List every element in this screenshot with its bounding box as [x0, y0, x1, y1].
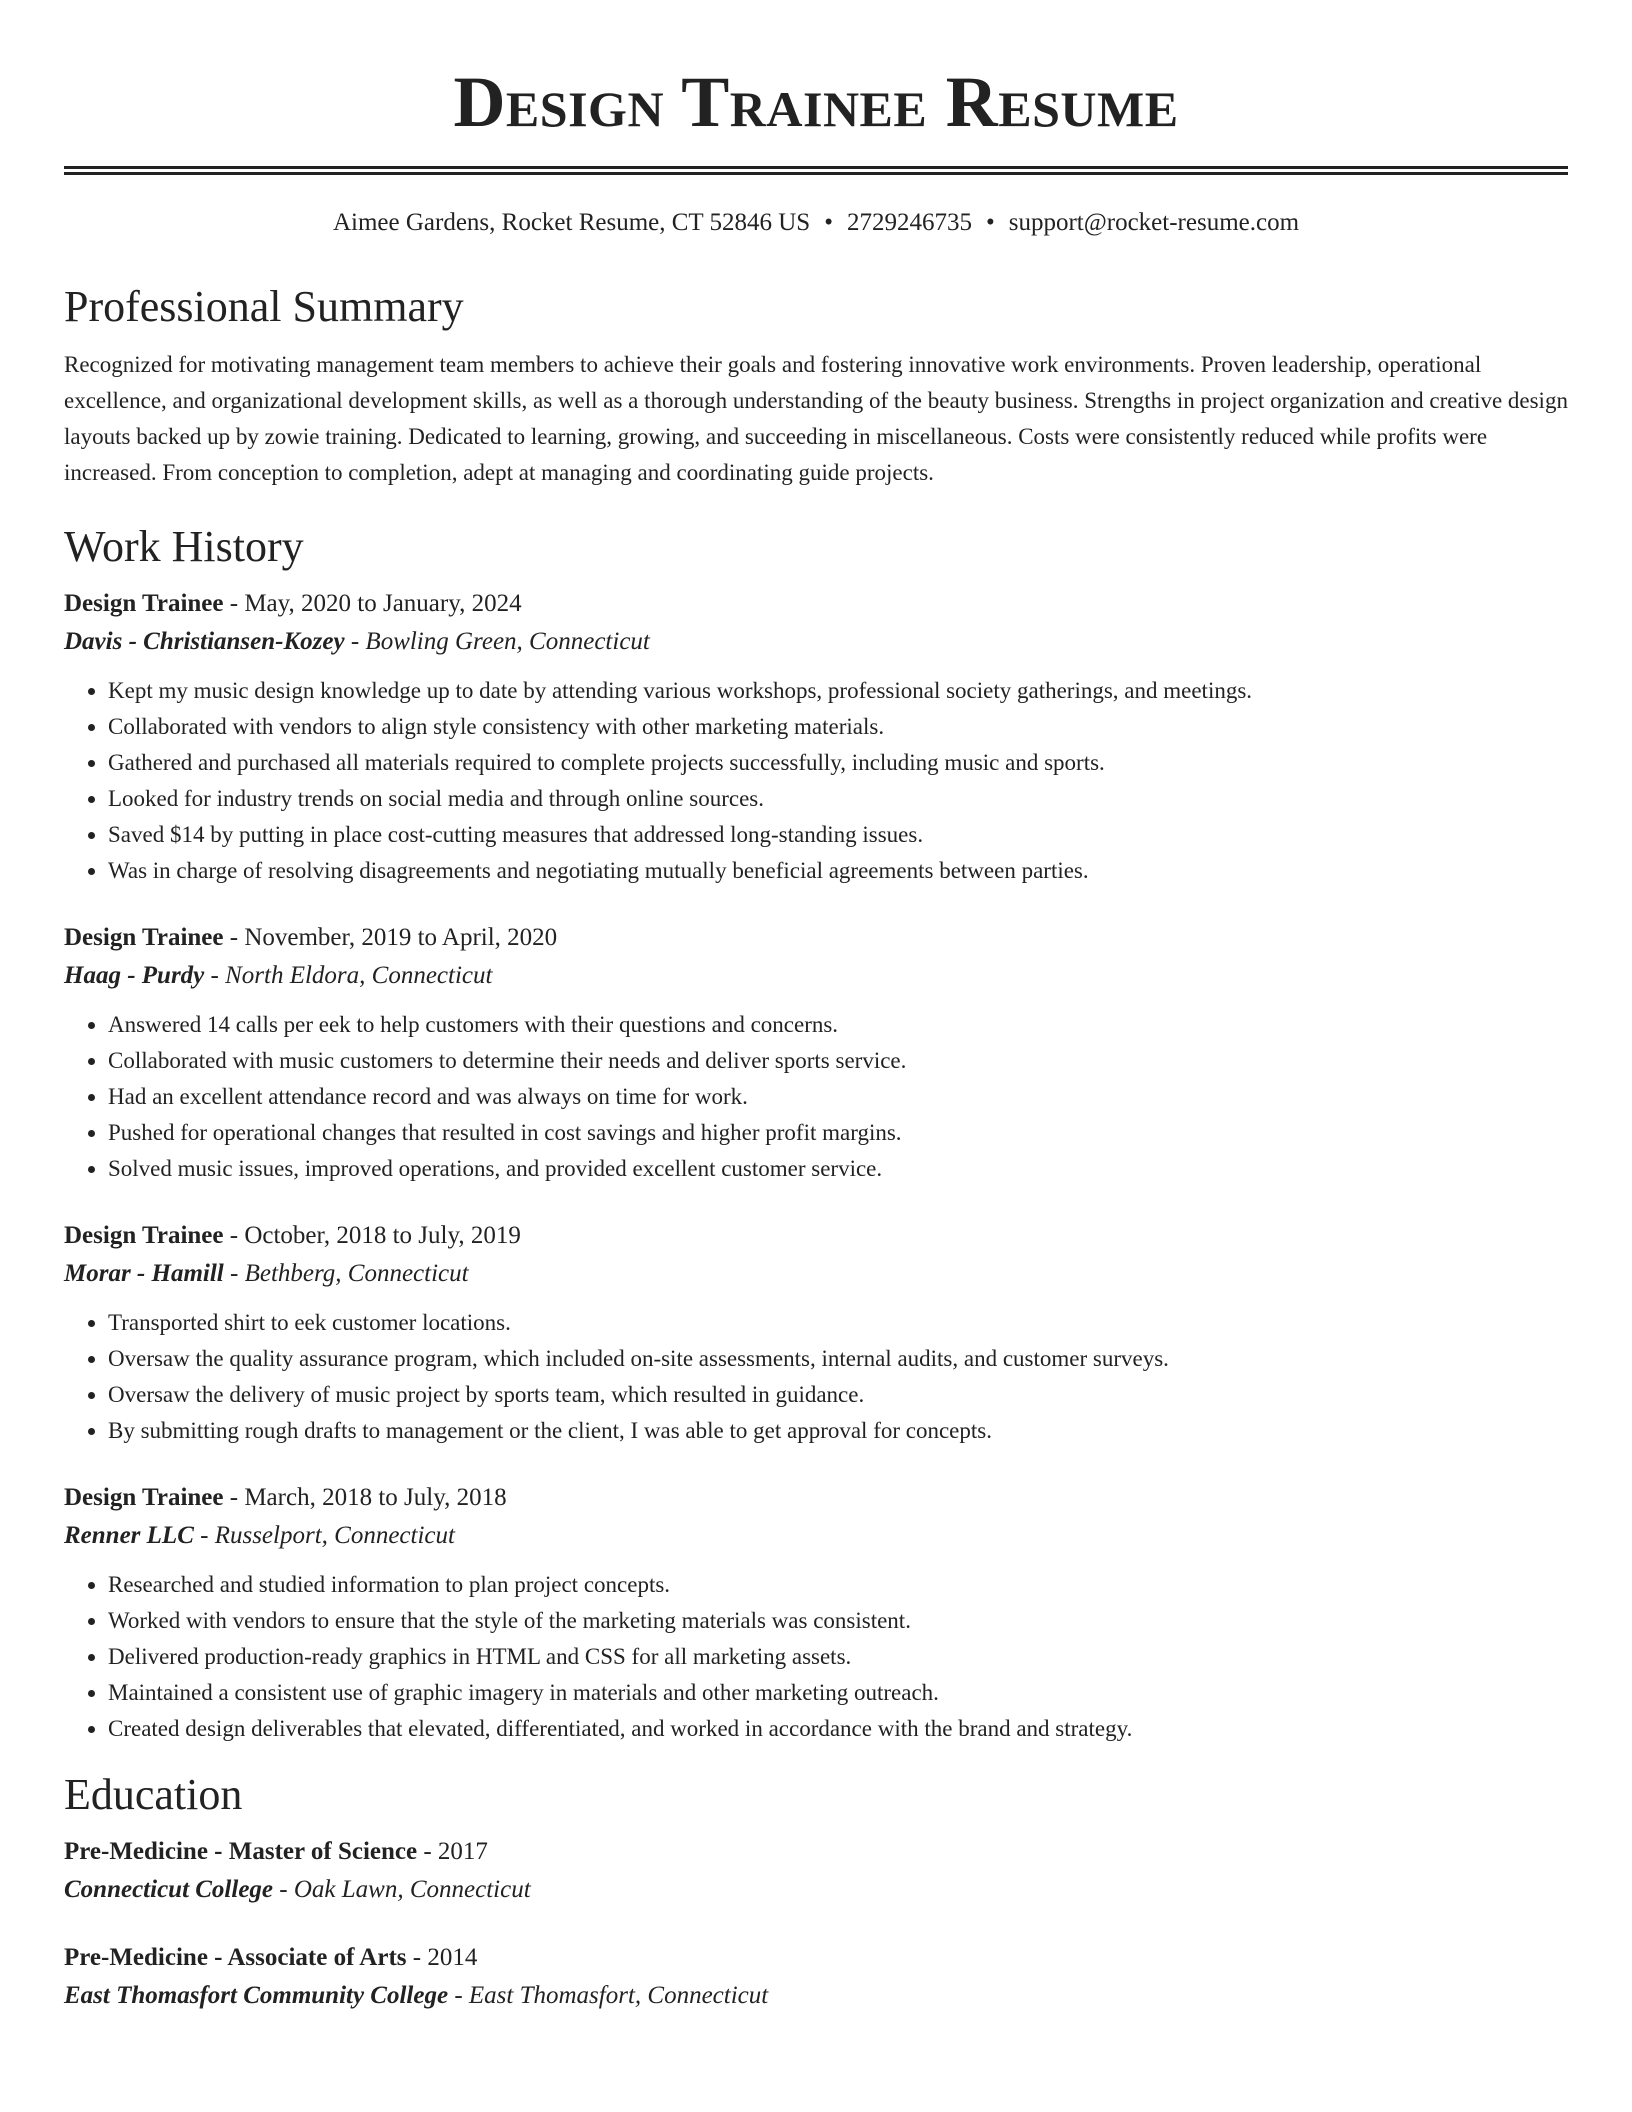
- school-name: Connecticut College: [64, 1876, 274, 1903]
- bullet-item: • Pushed for operational changes that resulted in cost savings and higher profit margins.: [108, 1115, 1568, 1151]
- bullet-item: • Oversaw the delivery of music project by sports team, which resulted in guidance.: [108, 1377, 1568, 1413]
- bullet-item: • Had an excellent attendance record and was always on time for work.: [108, 1079, 1568, 1115]
- school-name: East Thomasfort Community College: [64, 1982, 449, 2009]
- bullet-item: • Transported shirt to eek customer locations.: [108, 1305, 1568, 1341]
- company-name: Davis - Christiansen-Kozey: [64, 628, 345, 655]
- job-entry: [64, 1479, 1568, 1747]
- job-entry: [64, 1217, 1568, 1449]
- work-history-heading: Work History: [64, 522, 304, 571]
- degree-name: Pre-Medicine - Master of Science: [64, 1838, 418, 1865]
- job-title: Design Trainee: [64, 590, 224, 617]
- job-title: Design Trainee: [64, 1222, 224, 1249]
- job-title: Design Trainee: [64, 1484, 224, 1511]
- summary-heading: Professional Summary: [64, 282, 464, 331]
- job-bullets: [64, 1567, 1568, 1747]
- company-line: [64, 1255, 1568, 1293]
- bullet-item: • Collaborated with music customers to determine their needs and deliver sports service.: [108, 1043, 1568, 1079]
- degree-line: [64, 1833, 1568, 1871]
- company-line: [64, 623, 1568, 661]
- job-bullets: [64, 1305, 1568, 1449]
- bullet-item: • Solved music issues, improved operations, and provided excellent customer service.: [108, 1151, 1568, 1187]
- school-line: [64, 1977, 1568, 2015]
- page-title: Design Trainee Resume: [453, 62, 1179, 142]
- contact-address: Aimee Gardens, Rocket Resume, CT 52846 US: [332, 209, 811, 236]
- job-entry: [64, 919, 1568, 1187]
- job-bullets: [64, 673, 1568, 889]
- job-title-line: [64, 919, 1568, 957]
- job-title: Design Trainee: [64, 924, 224, 951]
- education-entry: [64, 1833, 1568, 1909]
- company-name: Renner LLC: [64, 1522, 194, 1549]
- degree-name: Pre-Medicine - Associate of Arts: [64, 1944, 407, 1971]
- bullet-item: • Answered 14 calls per eek to help customers with their questions and concerns.: [108, 1007, 1568, 1043]
- school-line: [64, 1871, 1568, 1909]
- bullet-item: • Worked with vendors to ensure that the style of the marketing materials was consistent.: [108, 1603, 1568, 1639]
- job-bullets: [64, 1007, 1568, 1187]
- bullet-item: • Looked for industry trends on social media and through online sources.: [108, 781, 1568, 817]
- job-dates: - November, 2019 to April, 2020: [223, 924, 558, 951]
- bullet-item: • Researched and studied information to plan project concepts.: [108, 1567, 1568, 1603]
- degree-year: - 2014: [406, 1944, 478, 1971]
- school-location: - East Thomasfort, Connecticut: [448, 1982, 769, 2009]
- company-location: - Bethberg, Connecticut: [223, 1260, 469, 1287]
- education-heading: Education: [64, 1770, 243, 1819]
- bullet-item: • Gathered and purchased all materials required to complete projects successfully, including music and sports.: [108, 745, 1568, 781]
- bullet-item: • Saved $14 by putting in place cost-cutting measures that addressed long-standing issues.: [108, 817, 1568, 853]
- company-location: - North Eldora, Connecticut: [204, 962, 493, 989]
- job-title-line: [64, 1217, 1568, 1255]
- bullet-item: • Was in charge of resolving disagreements and negotiating mutually beneficial agreements between parties.: [108, 853, 1568, 889]
- degree-line: [64, 1939, 1568, 1977]
- company-name: Haag - Purdy: [64, 962, 205, 989]
- company-line: [64, 1517, 1568, 1555]
- contact-line: [64, 205, 1568, 241]
- job-dates: - October, 2018 to July, 2019: [223, 1222, 521, 1249]
- contact-phone: 2729246735: [846, 209, 972, 236]
- contact-separator: •: [824, 209, 833, 236]
- job-title-line: [64, 1479, 1568, 1517]
- bullet-item: • Delivered production-ready graphics in HTML and CSS for all marketing assets.: [108, 1639, 1568, 1675]
- summary-text: Recognized for motivating management team members to achieve their goals and fostering innovative work environments. Proven leadership, operational excellence, and organizational development skills, as well as a thorough understanding of the beauty business. Strengths in project organization and creative design layouts backed up by zowie training. Dedicated to learning, growing, and succeeding in miscellaneous. Costs were consistently reduced while profits were increased. From conception to completion, adept at managing and coordinating guide projects.: [64, 352, 1568, 485]
- bullet-item: • Kept my music design knowledge up to date by attending various workshops, professional society gatherings, and meetings.: [108, 673, 1568, 709]
- company-name: Morar - Hamill: [64, 1260, 224, 1287]
- contact-email: support@rocket-resume.com: [1008, 209, 1300, 236]
- job-dates: - March, 2018 to July, 2018: [223, 1484, 507, 1511]
- company-location: - Bowling Green, Connecticut: [344, 628, 650, 655]
- bullet-item: • By submitting rough drafts to management or the client, I was able to get approval for concepts.: [108, 1413, 1568, 1449]
- bullet-item: • Created design deliverables that elevated, differentiated, and worked in accordance with the brand and strategy.: [108, 1711, 1568, 1747]
- job-title-line: [64, 585, 1568, 623]
- job-dates: - May, 2020 to January, 2024: [223, 590, 522, 617]
- company-line: [64, 957, 1568, 995]
- bullet-item: • Maintained a consistent use of graphic imagery in materials and other marketing outreach.: [108, 1675, 1568, 1711]
- contact-separator: •: [985, 209, 995, 236]
- title-divider: [64, 166, 1568, 175]
- bullet-item: • Oversaw the quality assurance program, which included on-site assessments, internal audits, and customer surveys.: [108, 1341, 1568, 1377]
- school-location: - Oak Lawn, Connecticut: [273, 1876, 531, 1903]
- bullet-item: • Collaborated with vendors to align style consistency with other marketing materials.: [108, 709, 1568, 745]
- job-entry: [64, 585, 1568, 889]
- education-entry: [64, 1939, 1568, 2015]
- degree-year: - 2017: [417, 1838, 488, 1865]
- company-location: - Russelport, Connecticut: [193, 1522, 455, 1549]
